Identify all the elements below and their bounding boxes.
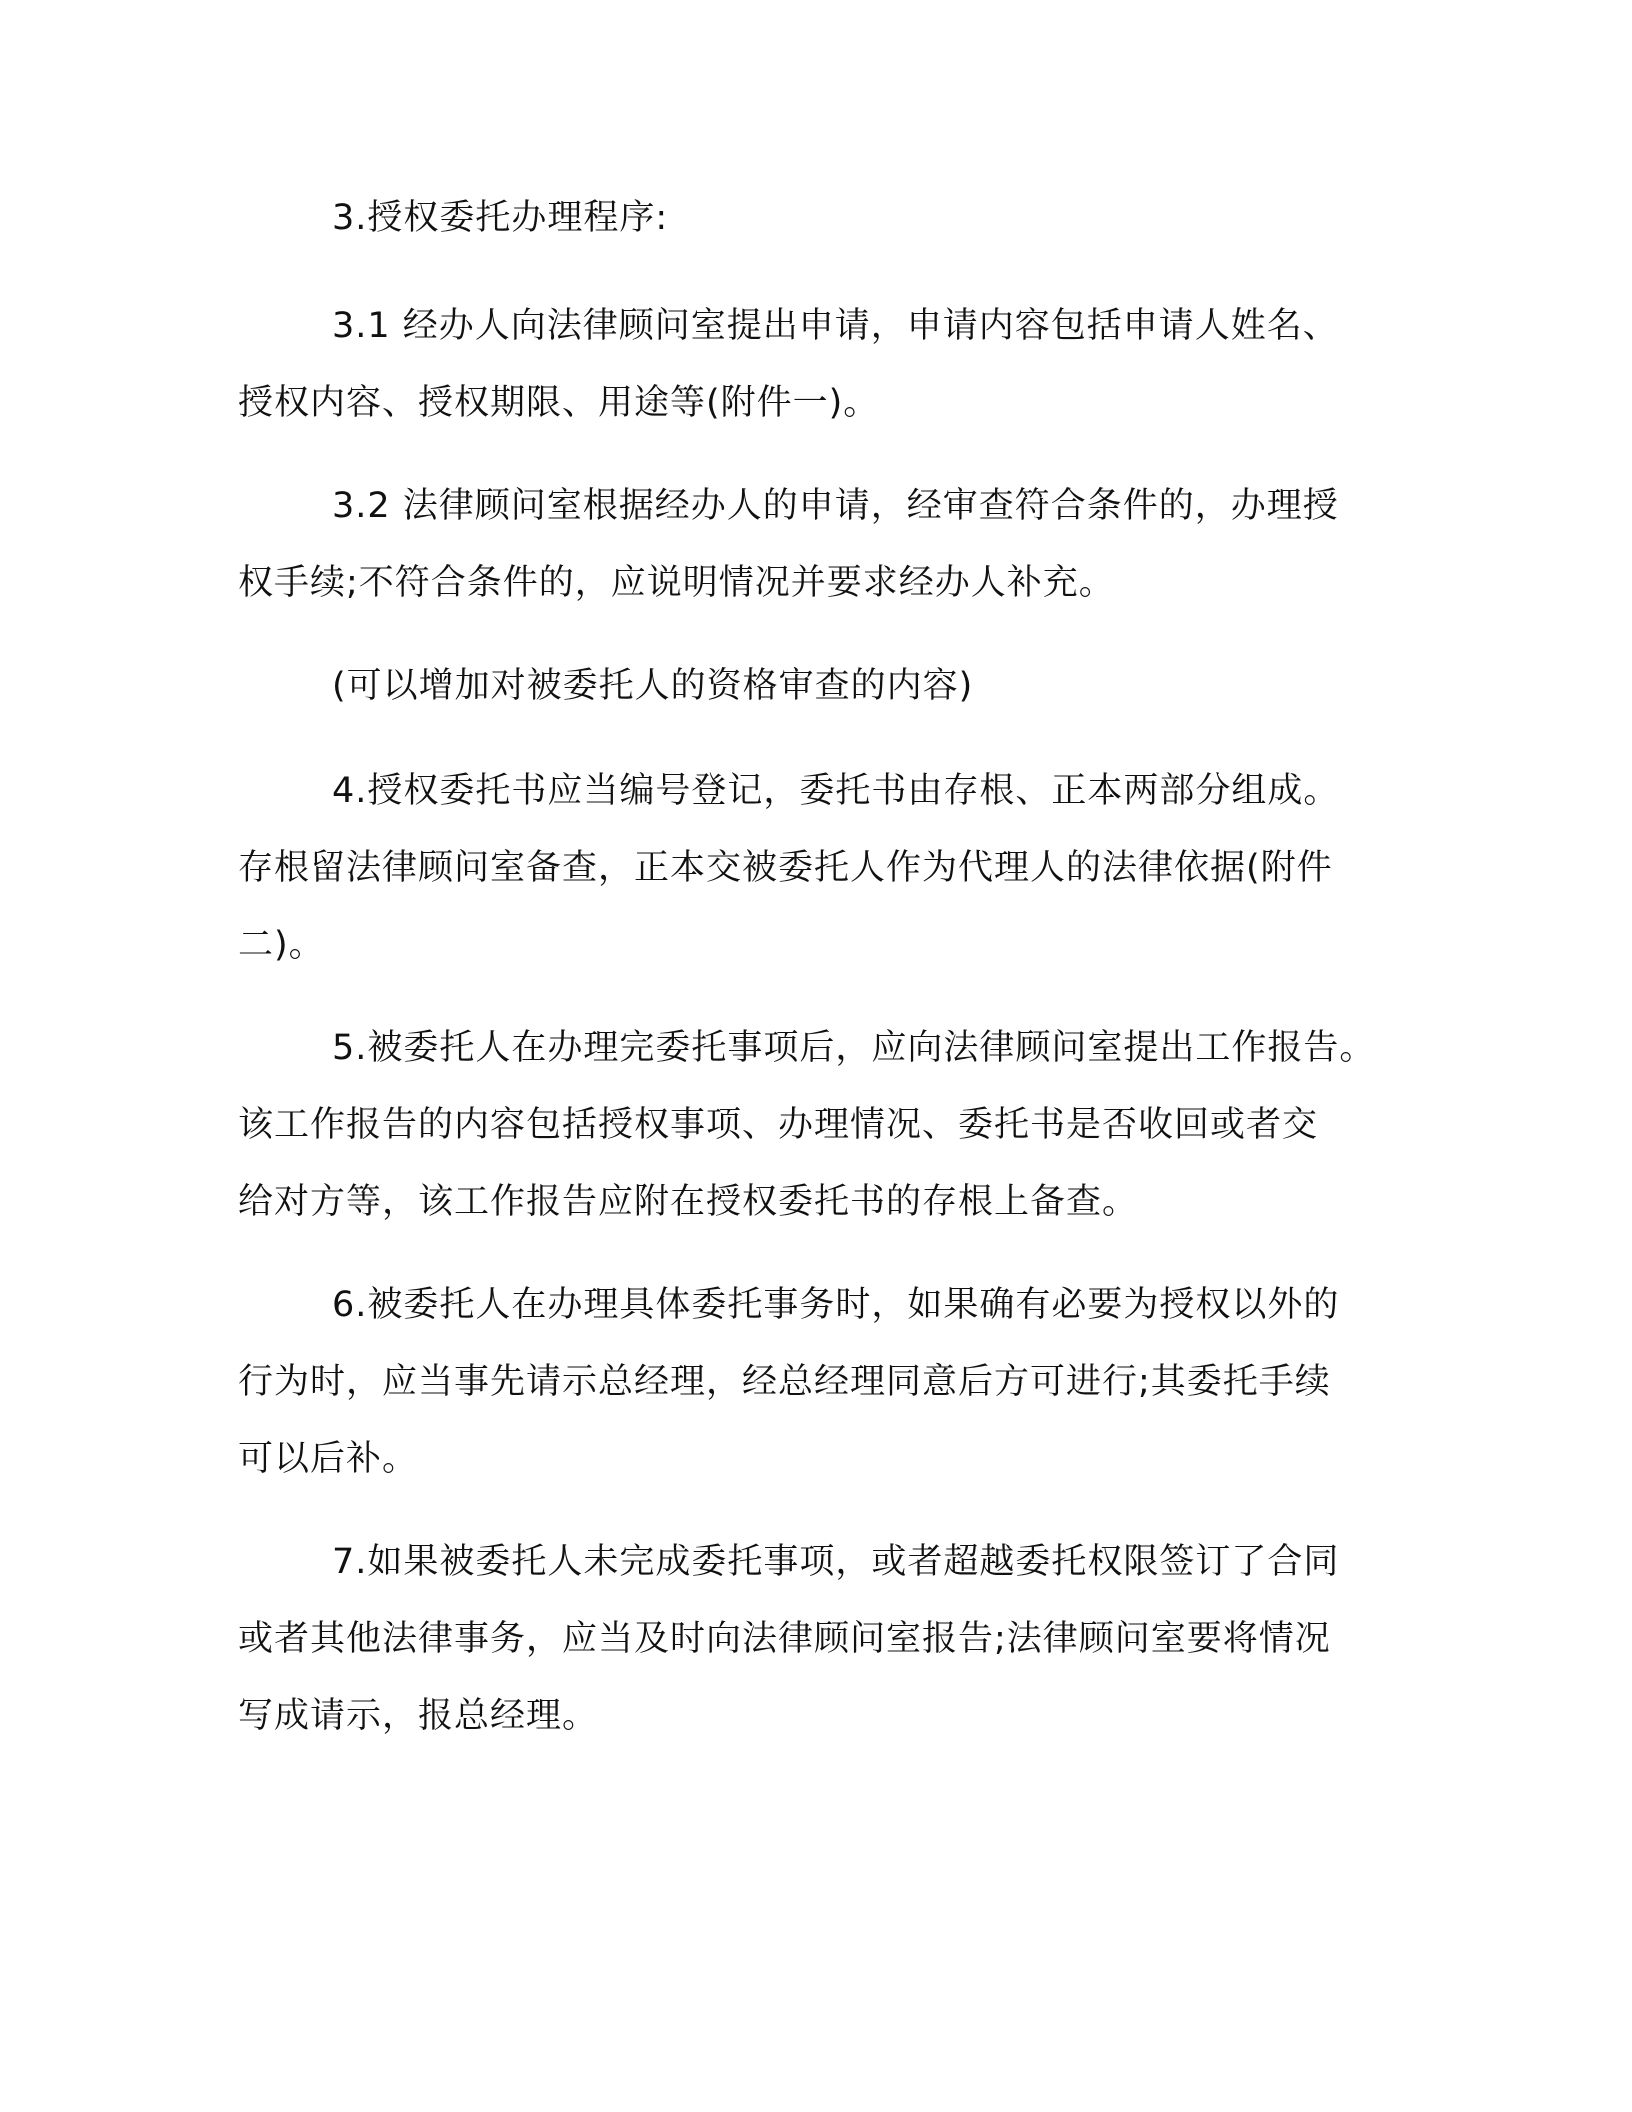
paragraph-line: 二)。 [238,925,325,965]
paragraph-line: 或者其他法律事务，应当及时向法律顾问室报告;法律顾问室要将情况 [238,1619,1331,1659]
paragraph-3-2 [238,468,1388,622]
paragraph-line: 5.被委托人在办理完委托事项后，应向法律顾问室提出工作报告。 [332,1028,1376,1068]
paragraph-line: 6.被委托人在办理具体委托事务时，如果确有必要为授权以外的 [332,1285,1340,1325]
paragraph-7 [238,1524,1388,1755]
paragraph-line: 写成请示，报总经理。 [238,1696,599,1736]
paragraph-line: 4.授权委托书应当编号登记，委托书由存根、正本两部分组成。 [332,771,1340,811]
paragraph-line: (可以增加对被委托人的资格审查的内容) [332,666,974,706]
paragraph-3-1 [238,288,1388,442]
paragraph-line: 行为时，应当事先请示总经理，经总经理同意后方可进行;其委托手续 [238,1362,1331,1402]
paragraph-line: 7.如果被委托人未完成委托事项，或者超越委托权限签订了合同 [332,1542,1340,1582]
paragraph-line: 存根留法律顾问室备查，正本交被委托人作为代理人的法律依据(附件 [238,848,1333,888]
paragraph-line: 可以后补。 [238,1439,419,1479]
paragraph-note [238,648,1388,725]
paragraph-line: 3.授权委托办理程序: [332,198,669,238]
paragraph-line: 该工作报告的内容包括授权事项、办理情况、委托书是否收回或者交 [238,1105,1319,1145]
paragraph-5 [238,1010,1388,1241]
paragraph-3 [238,180,1388,257]
paragraph-line: 3.1 经办人向法律顾问室提出申请，申请内容包括申请人姓名、 [332,306,1339,346]
paragraph-6 [238,1267,1388,1498]
paragraph-line: 3.2 法律顾问室根据经办人的申请，经审查符合条件的，办理授 [332,486,1339,526]
paragraph-4 [238,753,1388,984]
paragraph-line: 授权内容、授权期限、用途等(附件一)。 [238,383,880,423]
paragraph-line: 给对方等，该工作报告应附在授权委托书的存根上备查。 [238,1182,1139,1222]
paragraph-line: 权手续;不符合条件的，应说明情况并要求经办人补充。 [238,563,1115,603]
